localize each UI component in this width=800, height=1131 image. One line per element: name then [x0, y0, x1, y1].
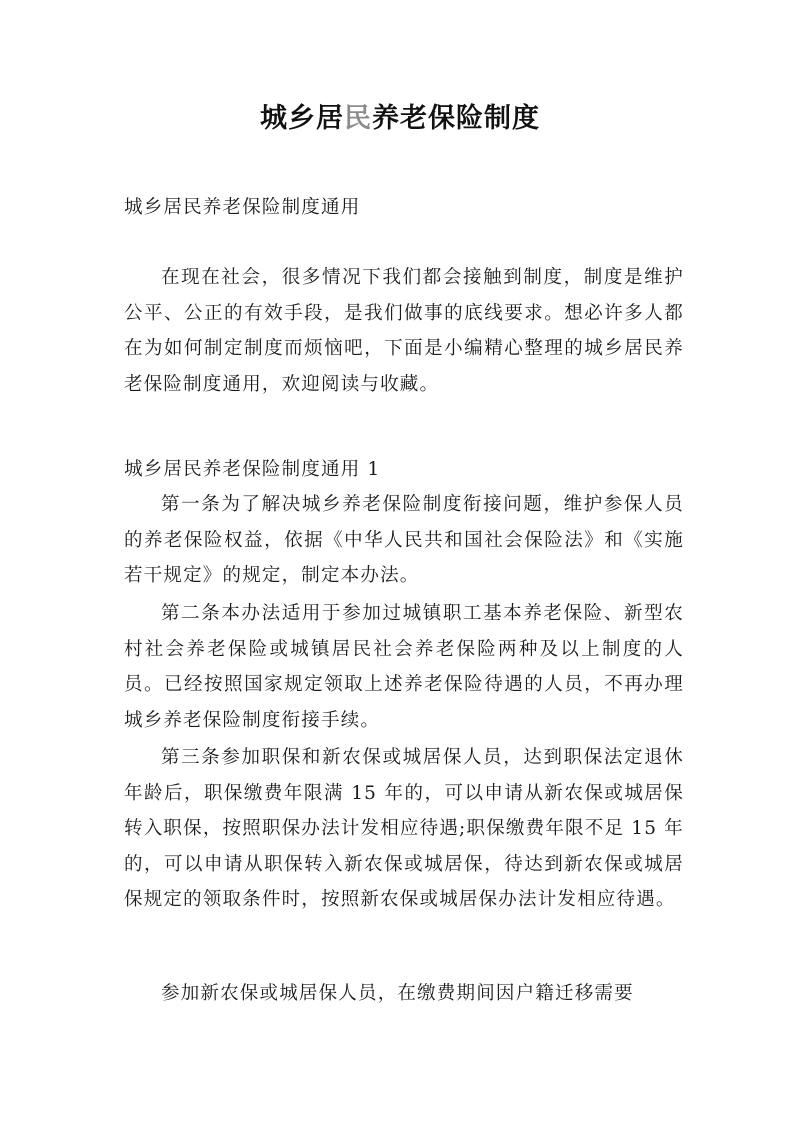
document-subtitle: 城乡居民养老保险制度通用 — [124, 197, 361, 218]
section-heading: 城乡居民养老保险制度通用 1 — [124, 459, 381, 480]
article-paragraph: 第三条参加职保和新农保或城居保人员，达到职保法定退休年龄后，职保缴费年限满 15 年的，可以申请从新农保或城居保转入职保，按照职保办法计发相应待遇;职保缴费年限不足 15 年的，可以申请从职保转入新农保或城居保，待达到新农保或城居保规定的领取条件时，按照新农保或城居保办法计发相应待遇。 — [124, 747, 684, 910]
article-paragraph: 参加新农保或城居保人员，在缴费期间因户籍迁移需要 — [161, 983, 634, 1004]
document-title — [0, 97, 800, 141]
title-part-2: 养老保险制度 — [372, 103, 540, 134]
article-paragraph: 第一条为了解决城乡养老保险制度衔接问题，维护参保人员的养老保险权益，依据《中华人民共和国社会保险法》和《实施若干规定》的规定，制定本办法。 — [124, 494, 684, 586]
title-highlight: 民 — [344, 103, 372, 134]
article-paragraph: 第二条本办法适用于参加过城镇职工基本养老保险、新型农村社会养老保险或城镇居民社会养老保险两种及以上制度的人员。已经按照国家规定领取上述养老保险待遇的人员，不再办理城乡养老保险制度衔接手续。 — [124, 603, 684, 731]
title-part-1: 城乡居 — [260, 103, 344, 134]
intro-paragraph: 在现在社会，很多情况下我们都会接触到制度，制度是维护公平、公正的有效手段，是我们做事的底线要求。想必许多人都在为如何制定制度而烦恼吧，下面是小编精心整理的城乡居民养老保险制度通用，欢迎阅读与收藏。 — [124, 267, 684, 395]
